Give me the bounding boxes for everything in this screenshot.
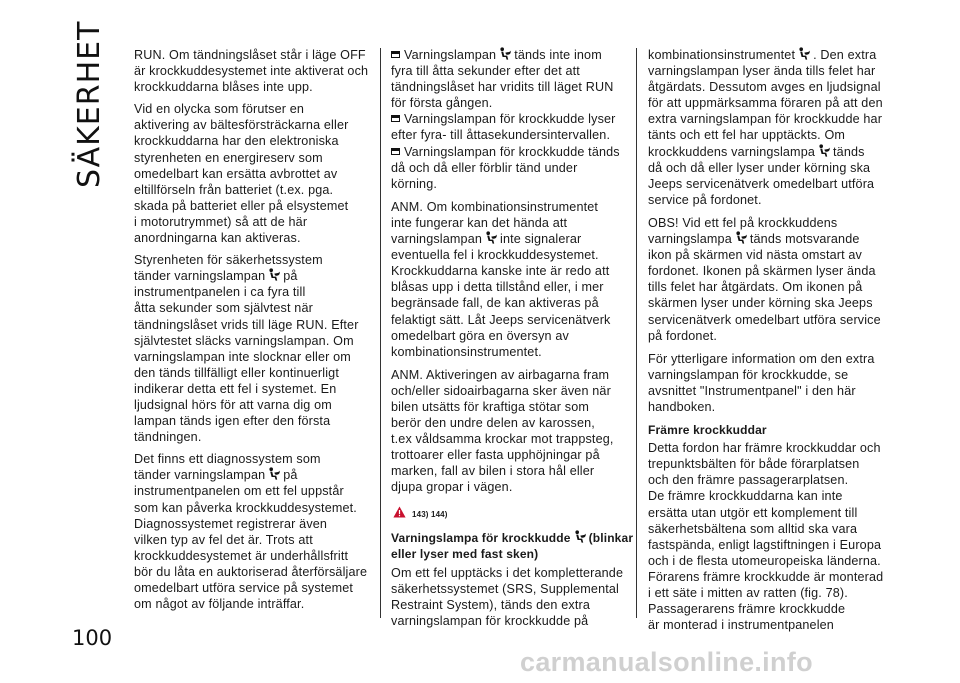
- text-line: omedelbart göra en översyn av: [391, 328, 569, 343]
- text-line: servicenätverk omedelbart utföra service: [648, 312, 881, 327]
- warning-references: [391, 506, 625, 530]
- text-line: Styrenheten för säkerhetssystem: [134, 253, 323, 268]
- square-bullet-icon: [391, 148, 400, 155]
- text-line: tills felet har åtgärdats. Om ikonen på: [648, 280, 863, 295]
- text-line: åtta sekunder som självtest när: [134, 301, 313, 316]
- text-fragment: Varningslampan för krockkudde tänds: [404, 144, 620, 159]
- text-line: Det finns ett diagnossystem som: [134, 452, 321, 467]
- text-fragment: Varningslampa för krockkudde: [391, 530, 571, 545]
- airbag-warning-icon: [817, 144, 831, 158]
- text-line: skada på batteriet eller på elsystemet: [134, 198, 349, 213]
- text-line: Passagerarens främre krockkudde: [648, 602, 846, 617]
- text-line: varningslampan lyser ända tills felet har: [648, 64, 876, 79]
- subheading: eller lyser med fast sken): [391, 546, 539, 561]
- text-line: är krockkuddesystemet inte aktiverat och: [134, 64, 369, 79]
- text-line: i motorutrymmet) så att de här: [134, 214, 308, 229]
- text-line: För ytterligare information om den extra: [648, 351, 875, 366]
- text-line: tändningslåset vrids till läge RUN. Efter: [134, 317, 359, 332]
- text-line: indikerar detta ett fel i systemet. En: [134, 381, 337, 396]
- text-line: [648, 231, 884, 247]
- text-line: begränsade fall, de kan aktiveras på: [391, 296, 599, 311]
- text-line: tänts och ett fel har upptäckts. Om: [648, 128, 846, 143]
- text-line: den tänds tillfälligt eller kontinuerligt: [134, 365, 339, 380]
- text-line: eltillförseln från batteriet (t.ex. pga.: [134, 182, 334, 197]
- text-fragment: inte signalerar: [500, 232, 582, 247]
- page-number: 100: [72, 626, 113, 650]
- text-line: Förarens främre krockkudde är monterad: [648, 569, 884, 584]
- text-line: som kan påverka krockkuddesystemet.: [134, 500, 357, 515]
- text-line: kombinationsinstrumentet.: [391, 344, 542, 359]
- text-line: instrumentpanelen i ca fyra till: [134, 285, 306, 300]
- text-line: [391, 231, 625, 247]
- text-column-3: [648, 47, 884, 633]
- warning-triangle-icon: [393, 506, 406, 518]
- text-line: OBS! Vid ett fel på krockkuddens: [648, 215, 838, 230]
- text-line: Om ett fel upptäcks i det kompletterande: [391, 565, 624, 580]
- text-line: RUN. Om tändningslåset står i läge OFF: [134, 48, 366, 62]
- text-line: inte fungerar kan det hända att: [391, 215, 568, 230]
- airbag-warning-icon: [267, 268, 281, 282]
- text-line: De främre krockkuddarna kan inte: [648, 489, 843, 504]
- text-fragment: tänds inte inom: [514, 48, 602, 62]
- text-line: anordningarna kan aktiveras.: [134, 231, 301, 246]
- text-column-2: [391, 47, 634, 629]
- text-line: bör du låta en auktoriserad återförsäljare: [134, 564, 368, 579]
- text-line: säkerhetsbältena som alltid ska vara: [648, 521, 858, 536]
- text-line: Jeeps servicenätverk omedelbart utföra: [648, 176, 875, 191]
- text-line: instrumentpanelen om ett fel uppstår: [134, 484, 344, 499]
- subheading: Främre krockkuddar: [648, 423, 767, 438]
- text-line: då och då eller lyser under körning ska: [648, 160, 871, 175]
- text-line: för att uppmärksamma föraren på att den: [648, 96, 883, 111]
- text-fragment: tänds: [833, 144, 865, 159]
- text-line: vilken typ av fel det är. Trots att: [134, 532, 313, 547]
- text-line: [391, 47, 625, 63]
- text-line: Diagnossystemet registrerar även: [134, 516, 328, 531]
- airbag-warning-icon: [484, 231, 498, 245]
- text-line: t.ex våldsamma krockar mot trappsteg,: [391, 432, 614, 447]
- text-fragment: på: [283, 468, 298, 483]
- text-line: ikon på skärmen vid nästa omstart av: [648, 248, 862, 263]
- text-line: åtgärdats. Dessutom avges en ljudsignal: [648, 80, 881, 95]
- text-line: eventuella fel i krockkuddesystemet.: [391, 248, 599, 263]
- text-line: säkerhetssystemet (SRS, Supplemental: [391, 581, 619, 596]
- text-line: omedelbart kan ersätta avbrottet av: [134, 166, 338, 181]
- text-fragment: Varningslampan för krockkudde lyser: [404, 112, 616, 127]
- text-line: [391, 144, 625, 160]
- airbag-warning-icon: [797, 47, 811, 61]
- section-title-text: SÄKERHET: [72, 20, 107, 188]
- text-fragment: tänder varningslampan: [134, 269, 266, 284]
- column-divider: [380, 48, 381, 618]
- airbag-warning-icon: [267, 467, 281, 481]
- text-line: på fordonet.: [648, 328, 718, 343]
- text-line: [134, 467, 368, 483]
- text-line: om något av följande inträffar.: [134, 597, 305, 612]
- text-line: omedelbart utföra service på systemet: [134, 581, 354, 595]
- watermark: carmanualsonline.info: [520, 647, 813, 677]
- text-fragment: på: [283, 269, 298, 284]
- text-fragment: . Den extra: [813, 48, 877, 62]
- square-bullet-icon: [391, 51, 400, 58]
- text-line: och i de flesta utomeuropeiska länderna.: [648, 553, 881, 568]
- text-line: handboken.: [648, 399, 716, 414]
- text-line: extra varningslampan för krockkudde har: [648, 112, 883, 127]
- text-line: Restraint System), tänds den extra: [391, 597, 590, 612]
- text-line: felaktigt sätt. Låt Jeeps servicenätverk: [391, 312, 611, 327]
- text-line: Krockkuddarna kanske inte är redo att: [391, 264, 610, 279]
- text-fragment: kombinationsinstrumentet: [648, 48, 796, 62]
- text-line: för första gången.: [391, 96, 493, 111]
- text-line: marken, fall av bilen i stora hål eller: [391, 464, 595, 479]
- section-title: [72, 20, 116, 188]
- text-line: avsnittet "Instrumentpanel" i den här: [648, 383, 856, 398]
- text-line: självtestet släcks varningslampan. Om: [134, 333, 354, 348]
- column-divider: [636, 48, 637, 618]
- text-line: i ett säte i mitten av ratten (fig. 78).: [648, 586, 848, 600]
- text-line: djupa gropar i vägen.: [391, 480, 513, 495]
- text-line: och/eller sidoairbagarna sker även när: [391, 383, 611, 398]
- text-line: skärmen lyser under körning ska Jeeps: [648, 296, 873, 311]
- text-line: [648, 144, 884, 160]
- text-line: fyra till åtta sekunder efter det att: [391, 64, 580, 79]
- text-line: blåsas upp i detta tillstånd eller, i mer: [391, 280, 604, 295]
- text-line: körning.: [391, 176, 438, 191]
- text-line: då och då eller förblir tänd under: [391, 160, 578, 175]
- text-line: fordonet. Ikonen på skärmen lyser ända: [648, 264, 876, 279]
- text-line: [134, 268, 368, 284]
- text-line: aktivering av bältesförsträckarna eller: [134, 118, 349, 133]
- text-line: varningslampan inte slocknar eller om: [134, 349, 351, 364]
- airbag-warning-icon: [573, 530, 587, 544]
- subheading: [391, 530, 634, 546]
- text-line: krockkuddarna blåses inte upp.: [134, 80, 313, 95]
- text-line: [648, 47, 884, 63]
- text-fragment: krockkuddens varningslampa: [648, 144, 816, 159]
- text-line: tändningslåset har vridits till läget RUN: [391, 80, 614, 95]
- text-line: Detta fordon har främre krockkuddar och: [648, 441, 881, 456]
- text-line: tändningen.: [134, 430, 202, 445]
- airbag-warning-icon: [498, 47, 512, 61]
- text-line: lampan tänds igen efter den första: [134, 414, 331, 429]
- airbag-warning-icon: [734, 231, 748, 245]
- text-line: ANM. Aktiveringen av airbagarna fram: [391, 367, 610, 382]
- text-line: och den främre passagerarplatsen.: [648, 473, 849, 488]
- text-line: berör den undre delen av karossen,: [391, 416, 595, 431]
- text-line: [391, 111, 625, 127]
- text-line: krockkuddesystemet är underhållsfritt: [134, 548, 349, 563]
- text-line: ljudsignal hörs för att varna dig om: [134, 397, 332, 412]
- text-line: är monterad i instrumentpanelen: [648, 618, 834, 633]
- text-line: varningslampan för krockkudde, se: [648, 367, 849, 382]
- text-line: varningslampan för krockkudde på: [391, 614, 589, 628]
- text-column-1: [134, 47, 368, 612]
- text-line: ersätta utan utgör ett komplement till: [648, 505, 858, 520]
- text-line: Vid en olycka som förutser en: [134, 102, 305, 117]
- text-fragment: varningslampan: [391, 232, 483, 247]
- text-fragment: (blinkar: [588, 530, 634, 545]
- text-line: trepunktsbälten för både förarplatsen: [648, 457, 860, 472]
- text-fragment: tänder varningslampan: [134, 468, 266, 483]
- text-line: bilen utsätts för kraftiga stötar som: [391, 399, 590, 414]
- text-line: krockkuddarna har den elektroniska: [134, 134, 339, 149]
- text-line: trottoarer eller fasta upphöjningar på: [391, 448, 600, 463]
- text-line: ANM. Om kombinationsinstrumentet: [391, 199, 599, 214]
- text-fragment: tänds motsvarande: [749, 232, 860, 247]
- square-bullet-icon: [391, 115, 400, 122]
- text-line: styrenheten en energireserv som: [134, 150, 323, 165]
- text-line: efter fyra- till åttasekundersintervallen.: [391, 128, 611, 143]
- text-line: fastspända, enligt lagstiftningen i Europa: [648, 537, 882, 552]
- text-fragment: Varningslampan: [404, 48, 497, 62]
- text-line: service på fordonet.: [648, 192, 762, 207]
- text-fragment: varningslampa: [648, 232, 732, 247]
- warning-reference-numbers: 143) 144): [412, 509, 448, 519]
